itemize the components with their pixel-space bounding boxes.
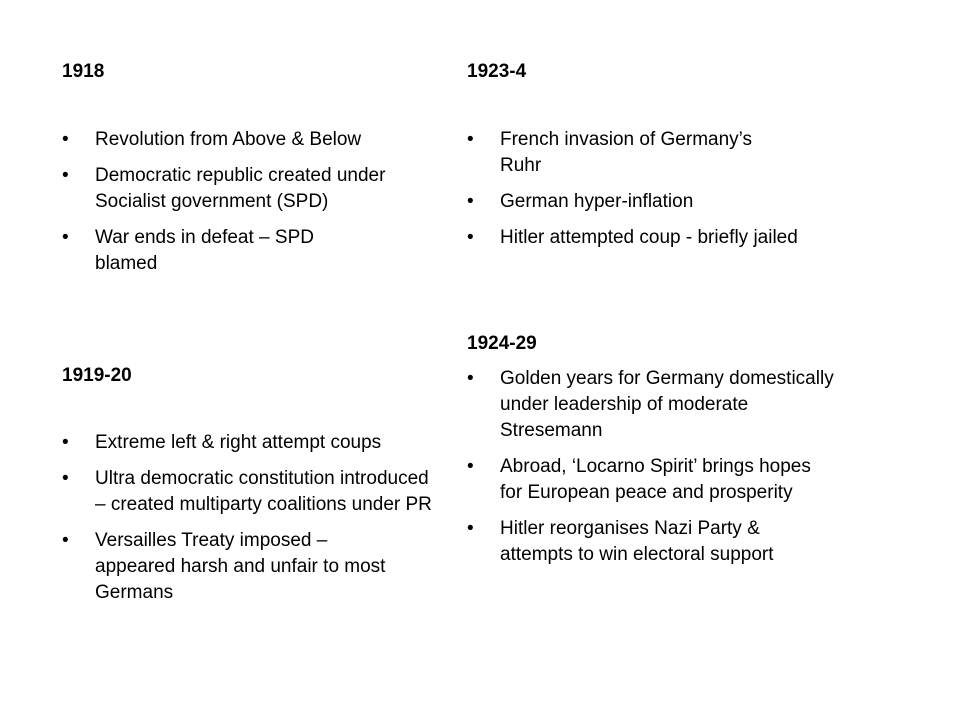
list-item	[62, 528, 432, 606]
heading-1924-29: 1924-29	[467, 333, 537, 354]
list-1919-20	[62, 430, 432, 616]
heading-1919-20: 1919-20	[62, 365, 132, 386]
list-item-text: Hitler attempted coup - briefly jailed	[500, 227, 798, 248]
bullet-icon: •	[467, 456, 474, 477]
list-1918	[62, 127, 432, 287]
bullet-icon: •	[62, 468, 69, 489]
list-item	[62, 466, 432, 518]
list-item-text: Abroad, ‘Locarno Spirit’ brings hopes for European peace and prosperity	[500, 456, 811, 503]
list-item	[467, 516, 837, 568]
list-item	[467, 189, 837, 215]
bullet-icon: •	[467, 518, 474, 539]
bullet-icon: •	[62, 165, 69, 186]
list-item	[467, 366, 837, 444]
bullet-icon: •	[467, 368, 474, 389]
bullet-icon: •	[62, 432, 69, 453]
list-item-text: Versailles Treaty imposed – appeared harsh and unfair to most Germans	[95, 530, 386, 603]
list-item-text: Revolution from Above & Below	[95, 129, 362, 150]
bullet-icon: •	[467, 191, 474, 212]
bullet-icon: •	[62, 227, 69, 248]
list-item	[467, 225, 837, 251]
list-item-text: War ends in defeat – SPD blamed	[95, 227, 314, 274]
bullet-icon: •	[467, 129, 474, 150]
heading-1918: 1918	[62, 61, 105, 82]
list-item	[467, 127, 837, 179]
list-1924-29	[467, 366, 837, 578]
list-item-text: Hitler reorganises Nazi Party & attempts to win electoral support	[500, 518, 774, 565]
list-item	[62, 163, 432, 215]
bullet-icon: •	[467, 227, 474, 248]
list-item-text: Ultra democratic constitution introduced – created multiparty coalitions under PR	[95, 468, 432, 515]
list-item	[62, 225, 432, 277]
list-item-text: Golden years for Germany domestically under leadership of moderate Stresemann	[500, 368, 834, 441]
bullet-icon: •	[62, 530, 69, 551]
bullet-icon: •	[62, 129, 69, 150]
list-item-text: German hyper-inflation	[500, 191, 694, 212]
list-1923-4	[467, 127, 837, 261]
list-item	[62, 127, 432, 153]
list-item-text: Democratic republic created under Socialist government (SPD)	[95, 165, 386, 212]
list-item	[62, 430, 432, 456]
list-item-text: Extreme left & right attempt coups	[95, 432, 382, 453]
list-item	[467, 454, 837, 506]
list-item-text: French invasion of Germany’s Ruhr	[500, 129, 753, 176]
heading-1923-4: 1923-4	[467, 61, 527, 82]
